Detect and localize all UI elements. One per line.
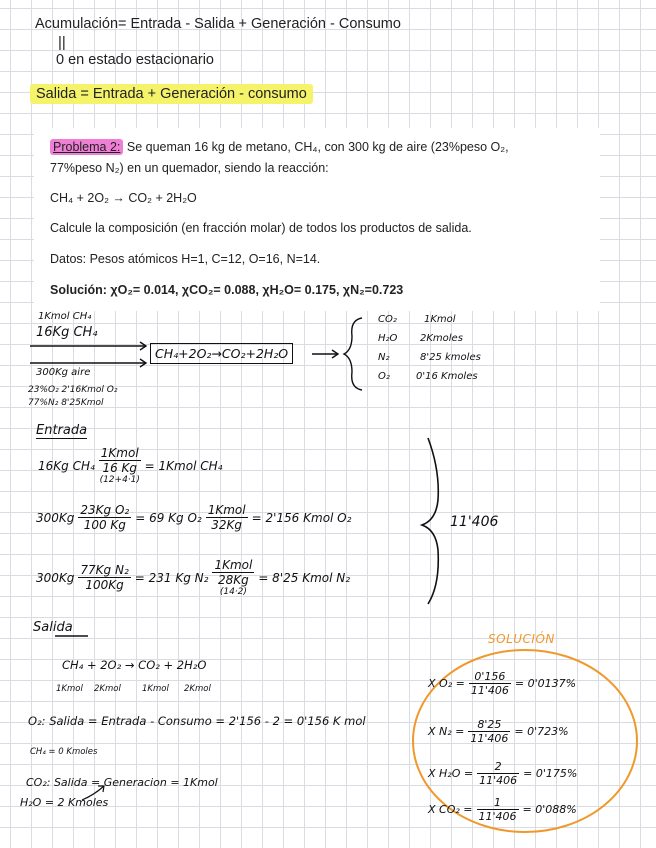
inlet1-mass: 16Kg CH₄ [36, 325, 98, 340]
o2-mass: = 69 Kg O₂ [135, 510, 202, 525]
solution-fraction [468, 718, 510, 745]
ch4-mass: 16Kg CH₄ [38, 458, 95, 473]
problem-line-2: 77%peso N₂) en un quemador, siendo la reacción: [50, 161, 329, 175]
problem-question: Calcule la composición (en fracción molar) de todos los productos de salida. [50, 221, 472, 235]
fraction-denominator: 11'406 [478, 810, 517, 823]
n2-air-mass: 300Kg [36, 570, 75, 585]
fraction-denominator: 28Kg [217, 573, 249, 587]
problem-data: Datos: Pesos atómicos H=1, C=12, O=16, N=14. [50, 252, 321, 266]
outlet-species: CO₂ [378, 314, 397, 325]
fraction-numerator: 1Kmol [100, 446, 139, 460]
entrada-row-n2 [36, 558, 350, 597]
solution-row-o2 [428, 670, 576, 697]
fraction-denominator: 11'406 [470, 684, 509, 697]
problem-text-1: Se queman 16 kg de metano, CH₄, con 300 kg de aire (23%peso O₂, [126, 140, 509, 154]
outlet-amount: 1Kmol [424, 314, 456, 325]
h2o-balance: H₂O = 2 Kmoles [20, 796, 109, 809]
solution-fraction [469, 670, 511, 697]
fraction-numerator: 23Kg O₂ [80, 503, 130, 517]
fraction-numerator: 2 [477, 760, 519, 774]
fraction-numerator: 77Kg N₂ [80, 563, 129, 577]
fraction-numerator: 1Kmol [214, 558, 253, 572]
reactor-box: CH₄+2O₂→CO₂+2H₂O [150, 343, 293, 364]
n2-mass: = 231 Kg N₂ [134, 570, 209, 585]
outlet-o2 [378, 371, 481, 390]
fraction-denominator: 16 Kg [102, 461, 138, 475]
outlet-n2 [378, 352, 481, 371]
solution-fraction [477, 796, 519, 823]
fraction-denominator: 100Kg [85, 578, 124, 592]
salida-reaction: CH₄ + 2O₂ → CO₂ + 2H₂O [62, 658, 207, 672]
o2-result: = 2'156 Kmol O₂ [251, 510, 352, 525]
solution-fraction [477, 760, 519, 787]
outlet-species: H₂O [378, 333, 398, 344]
mol-h2o: 2Kmol [184, 684, 211, 694]
solution-result: = 0'0137% [514, 677, 577, 690]
fraction-note: (12+4·1) [99, 475, 140, 485]
solution-row-n2 [428, 718, 569, 745]
fraction-numerator: 1Kmol [207, 503, 246, 517]
outlet-h2o [378, 333, 481, 352]
solution-label: X CO₂ = [428, 803, 473, 816]
solution-label: X H₂O = [428, 767, 474, 780]
ch4-balance: CH₄ = 0 Kmoles [30, 747, 98, 757]
fraction-denominator: 100 Kg [83, 518, 126, 532]
n2-result: = 8'25 Kmol N₂ [258, 570, 351, 585]
entrada-row-o2 [36, 503, 351, 532]
outlet-brace [344, 318, 362, 390]
outlet-co2 [378, 314, 481, 333]
fraction-numerator: 1 [477, 796, 519, 810]
o2-fraction [78, 503, 131, 532]
outlet-amount: 8'25 kmoles [420, 352, 481, 363]
problem-solution: Solución: χO₂= 0.014, χCO₂= 0.088, χH₂O= 0.175, χN₂=0.723 [50, 283, 404, 297]
steady-state-note: 0 en estado estacionario [56, 52, 214, 68]
outlet-amount: 0'16 Kmoles [416, 371, 478, 382]
o2-molar-fraction [206, 503, 248, 532]
solution-label: X O₂ = [428, 677, 465, 690]
outlet-amount: 2Kmoles [420, 333, 463, 344]
solution-row-h2o [428, 760, 577, 787]
fraction-numerator: 0'156 [469, 670, 511, 684]
fraction-denominator: 11'406 [470, 732, 509, 745]
mol-ch4: 1Kmol [56, 684, 83, 694]
co2-balance: CO₂: Salida = Generacion = 1Kmol [26, 776, 218, 789]
mol-co2: 1Kmol [142, 684, 169, 694]
solution-result: = 0'175% [523, 767, 578, 780]
solution-label: X N₂ = [428, 725, 465, 738]
problem-reaction: CH₄ + 2O₂ → CO₂ + 2H₂O [50, 191, 197, 205]
ch4-fraction [99, 446, 141, 485]
inlet2-n2: 77%N₂ 8'25Kmol [28, 398, 104, 408]
entrada-total-brace [422, 438, 438, 604]
problem-tag: Problema 2: [50, 139, 123, 155]
solution-result: = 0'723% [514, 725, 569, 738]
balance-equation: Acumulación= Entrada - Salida + Generación - Consumo [35, 16, 401, 32]
o2-balance: O₂: Salida = Entrada - Consumo = 2'156 - 2 = 0'156 K mol [28, 714, 366, 728]
solucion-title: SOLUCIÓN [488, 632, 555, 646]
inlet2-o2: 23%O₂ 2'16Kmol O₂ [28, 385, 118, 395]
fraction-denominator: 11'406 [479, 774, 518, 787]
outlet-species: N₂ [378, 352, 390, 363]
equals-mark: || [58, 34, 66, 51]
outlet-list [378, 314, 481, 390]
inlet1-kmol: 1Kmol CH₄ [38, 311, 92, 322]
salida-title: Salida [33, 620, 73, 635]
ch4-result: = 1Kmol CH₄ [144, 458, 223, 473]
solution-row-co2 [428, 796, 577, 823]
n2-fraction [78, 563, 130, 592]
fraction-numerator: 8'25 [468, 718, 510, 732]
n2-molar-fraction [212, 558, 254, 597]
highlight-text: Salida = Entrada + Generación - consumo [30, 84, 313, 104]
fraction-note: (14·2) [219, 587, 247, 597]
solution-result: = 0'088% [522, 803, 577, 816]
entrada-title: Entrada [36, 423, 88, 438]
o2-air-mass: 300Kg [36, 510, 75, 525]
outlet-species: O₂ [378, 371, 390, 382]
mol-o2: 2Kmol [94, 684, 121, 694]
entrada-row-ch4 [38, 446, 222, 485]
entrada-total: 11'406 [450, 514, 499, 530]
fraction-denominator: 32Kg [211, 518, 243, 532]
inlet2-air: 300Kg aire [36, 367, 91, 378]
